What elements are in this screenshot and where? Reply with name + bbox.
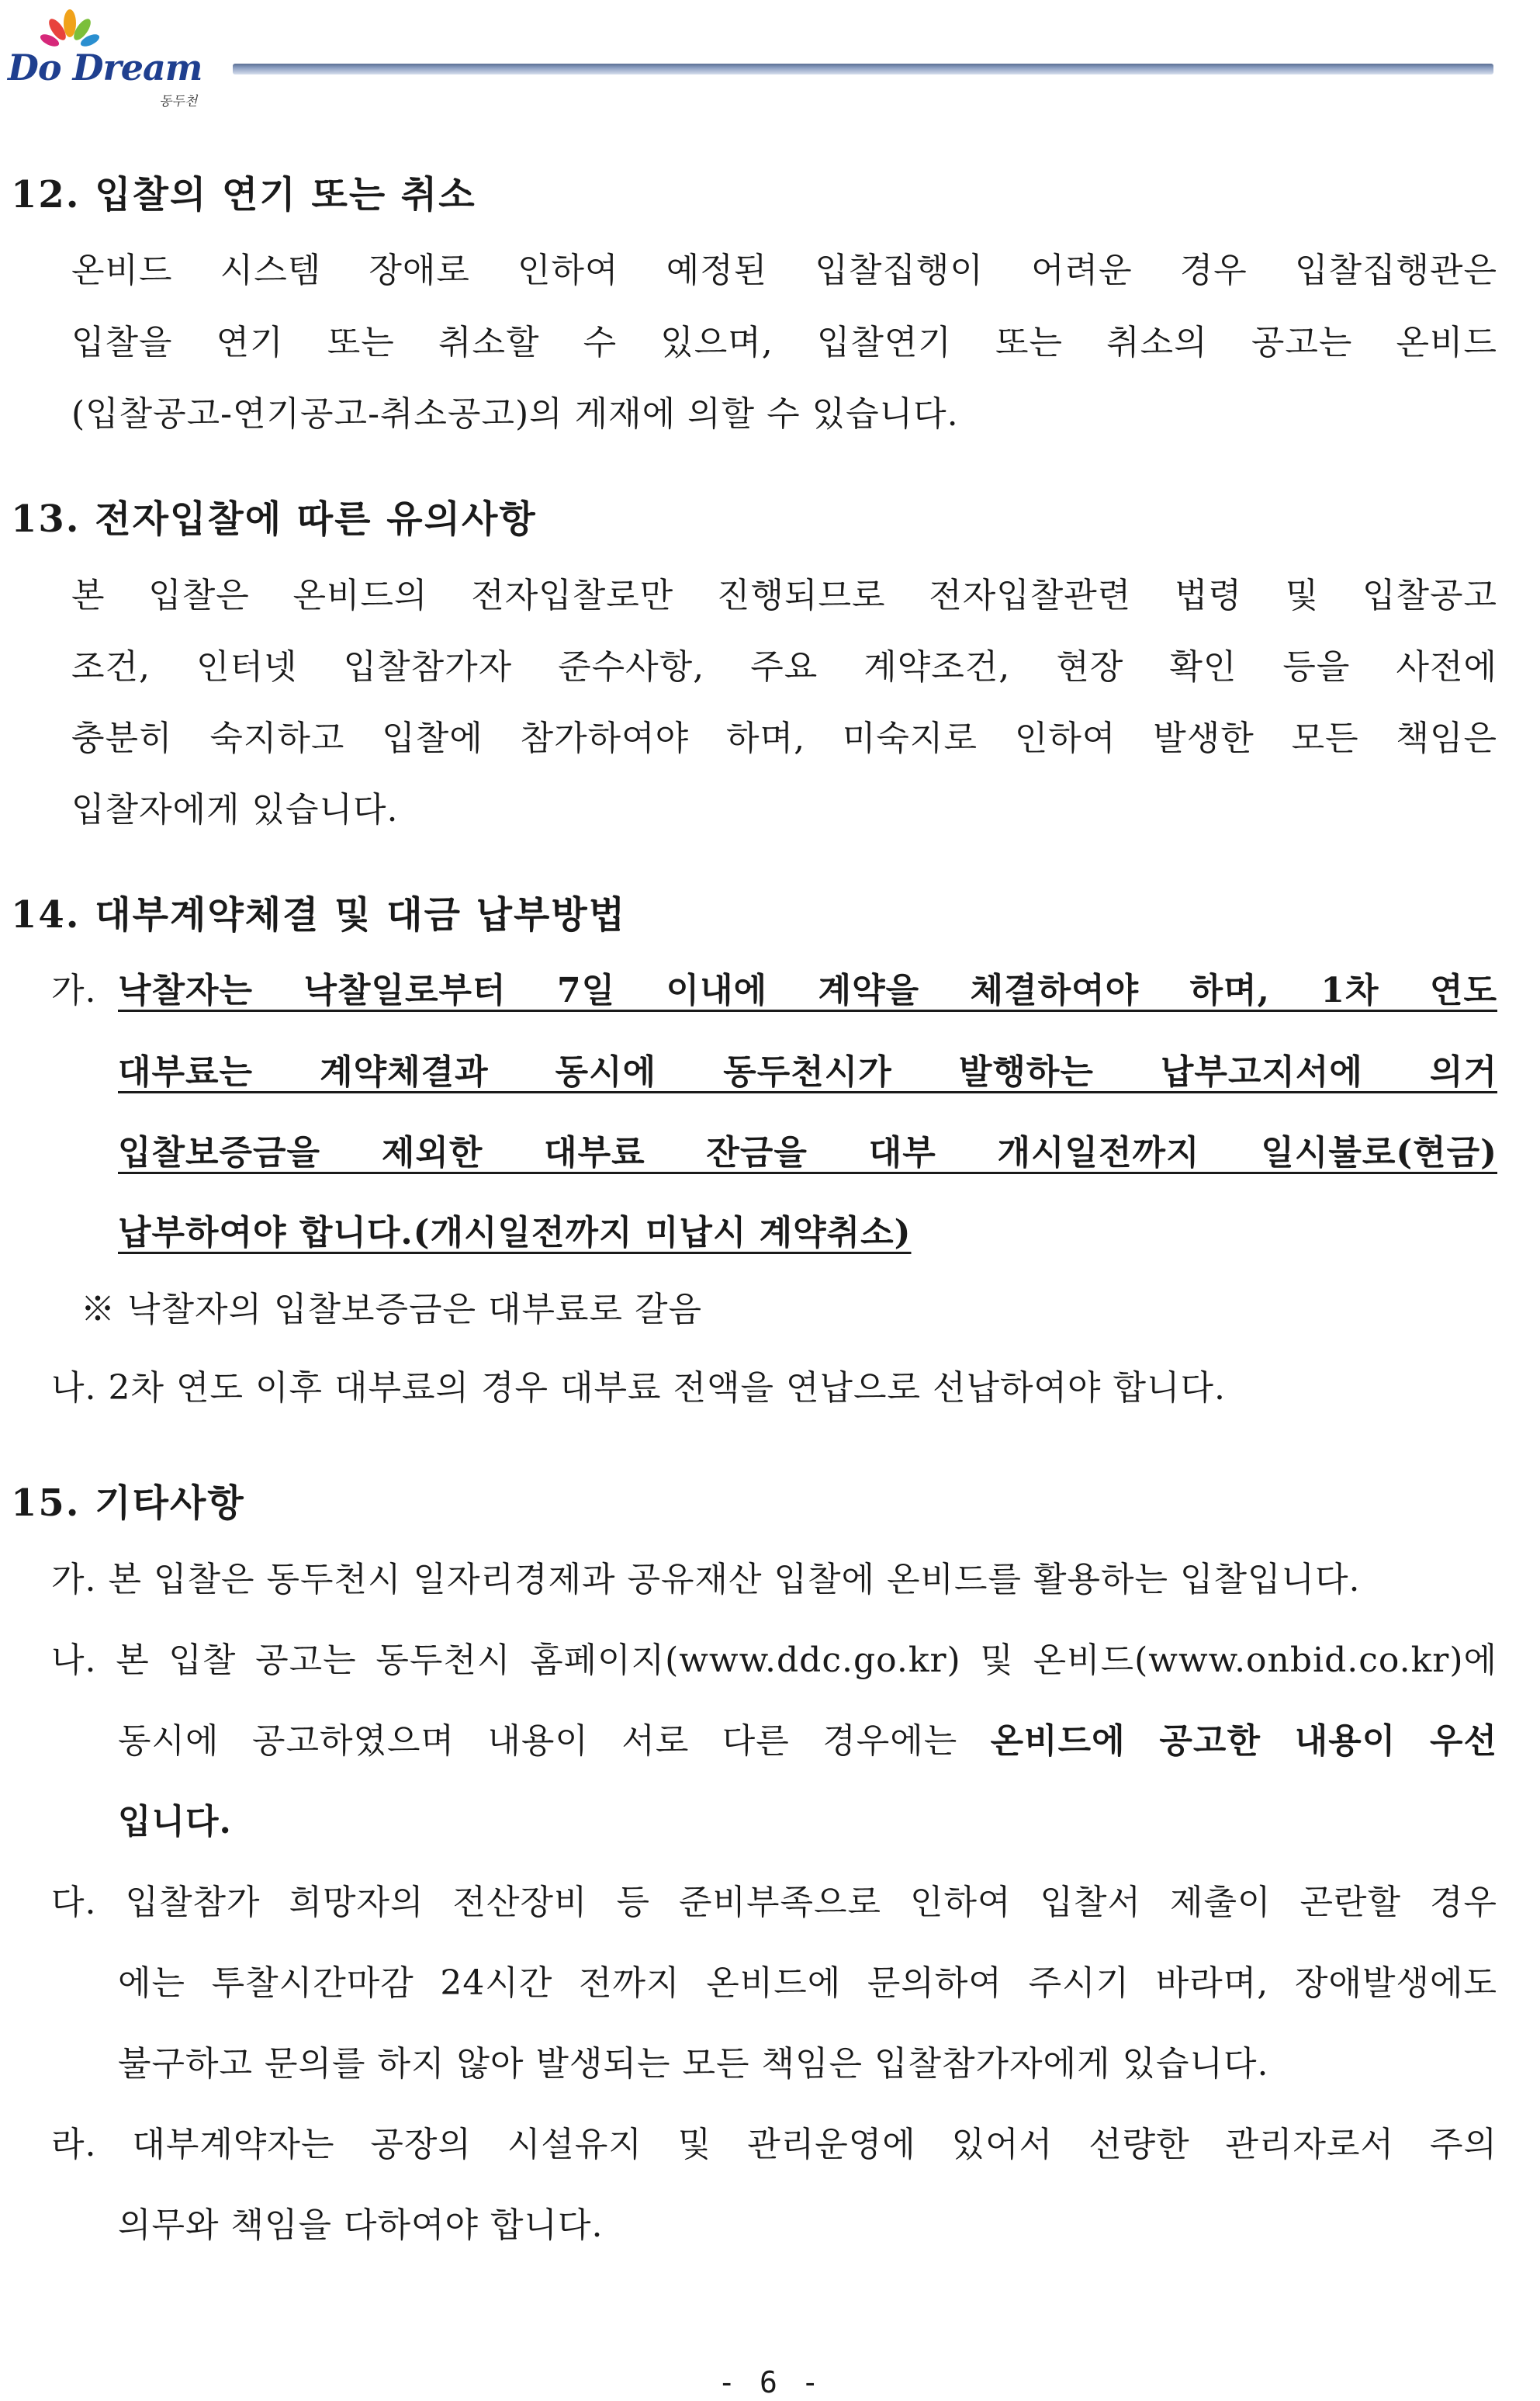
page-number: - 6 - [718,2365,822,2399]
section-14-ga-line-4-text: 납부하여야 합니다.(개시일전까지 미납시 계약취소) [118,1213,912,1252]
page-header [0,0,1540,116]
section-14-ga-line-1 [118,962,1497,1012]
section-13-line-2: 조건, 인터넷 입찰참가자 준수사항, 주요 계약조건, 현장 확인 등을 사전에 [71,647,1497,687]
logo-subtext: 동두천 [159,94,198,109]
section-14-ga-line-3-text: 입찰보증금을 제외한 대부료 잔금을 대부 개시일전까지 일시불로(현금) [118,1133,1497,1173]
section-12-line-3: (입찰공고-연기공고-취소공고)의 게재에 의할 수 있습니다. [71,394,959,434]
section-14-ga-line-2 [118,1044,1497,1093]
section-14-ga-line-1-text: 낙찰자는 낙찰일로부터 7일 이내에 계약을 체결하여야 하며, 1차 연도 [118,971,1497,1010]
section-15-na-line-2 [118,1713,1497,1762]
header-divider [233,64,1493,74]
section-14-ga-marker: 가. [51,971,97,1010]
section-14-ga-line-4 [118,1204,912,1254]
section-15-heading: 15. 기타사항 [11,1481,245,1525]
ddc-homepage-link[interactable]: www.ddc.go.kr [679,1641,947,1680]
section-13-line-3: 충분히 숙지하고 입찰에 참가하여야 하며, 미숙지로 인하여 발생한 모든 책임은 [71,719,1497,758]
section-15-ra-line-1: 라. 대부계약자는 공장의 시설유지 및 관리운영에 있어서 선량한 관리자로서 주의 [51,2125,1497,2164]
section-12-line-2: 입찰을 연기 또는 취소할 수 있으며, 입찰연기 또는 취소의 공고는 온비드 [71,323,1497,362]
section-14-heading: 14. 대부계약체결 및 대금 납부방법 [11,893,627,937]
section-13-line-1: 본 입찰은 온비드의 전자입찰로만 진행되므로 전자입찰관련 법령 및 입찰공고 [71,576,1497,615]
section-15-da-line-2: 에는 투찰시간마감 24시간 전까지 온비드에 문의하여 주시기 바라며, 장애발생에도 [118,1963,1497,2003]
section-15-da-line-3: 불구하고 문의를 하지 않아 발생되는 모든 책임은 입찰참가자에게 있습니다. [118,2044,1269,2084]
section-13-line-4: 입찰자에게 있습니다. [71,790,399,830]
section-15-na-line-2-text: 동시에 공고하였으며 내용이 서로 다른 경우에는 [118,1721,991,1761]
section-15-da-line-1: 다. 입찰참가 희망자의 전산장비 등 준비부족으로 인하여 입찰서 제출이 곤란할 경우 [51,1883,1497,1922]
section-14-note: ※ 낙찰자의 입찰보증금은 대부료로 갈음 [81,1290,703,1329]
logo-text: Do Dream [8,47,202,88]
section-15-na-text-2: ) 및 온비드( [946,1641,1149,1680]
section-15-na-line-3: 입니다. [118,1802,232,1841]
section-15-na-emphasis: 온비드에 공고한 내용이 우선 [990,1721,1497,1761]
section-12-line-1: 온비드 시스템 장애로 인하여 예정된 입찰집행이 어려운 경우 입찰집행관은 [71,251,1497,290]
section-15-ra-line-2: 의무와 책임을 다하여야 합니다. [118,2205,604,2245]
onbid-link[interactable]: www.onbid.co.kr [1148,1641,1450,1680]
section-15-ga: 가. 본 입찰은 동두천시 일자리경제과 공유재산 입찰에 온비드를 활용하는 입찰입니다. [51,1560,1361,1599]
section-14-ga-line-2-text: 대부료는 계약체결과 동시에 동두천시가 발행하는 납부고지서에 의거 [118,1052,1497,1092]
dodream-logo [8,6,217,107]
section-12-heading: 12. 입찰의 연기 또는 취소 [11,173,476,217]
flower-icon [39,6,101,53]
section-15-na-line-1 [51,1632,1497,1682]
section-15-na-text-3: )에 [1449,1641,1497,1680]
section-13-heading: 13. 전자입찰에 따른 유의사항 [11,497,537,541]
section-14-na: 나. 2차 연도 이후 대부료의 경우 대부료 전액을 연납으로 선납하여야 합니다. [51,1368,1226,1408]
section-15-na-text-1: 나. 본 입찰 공고는 동두천시 홈페이지( [51,1641,680,1680]
section-14-ga-line-3 [118,1124,1497,1174]
